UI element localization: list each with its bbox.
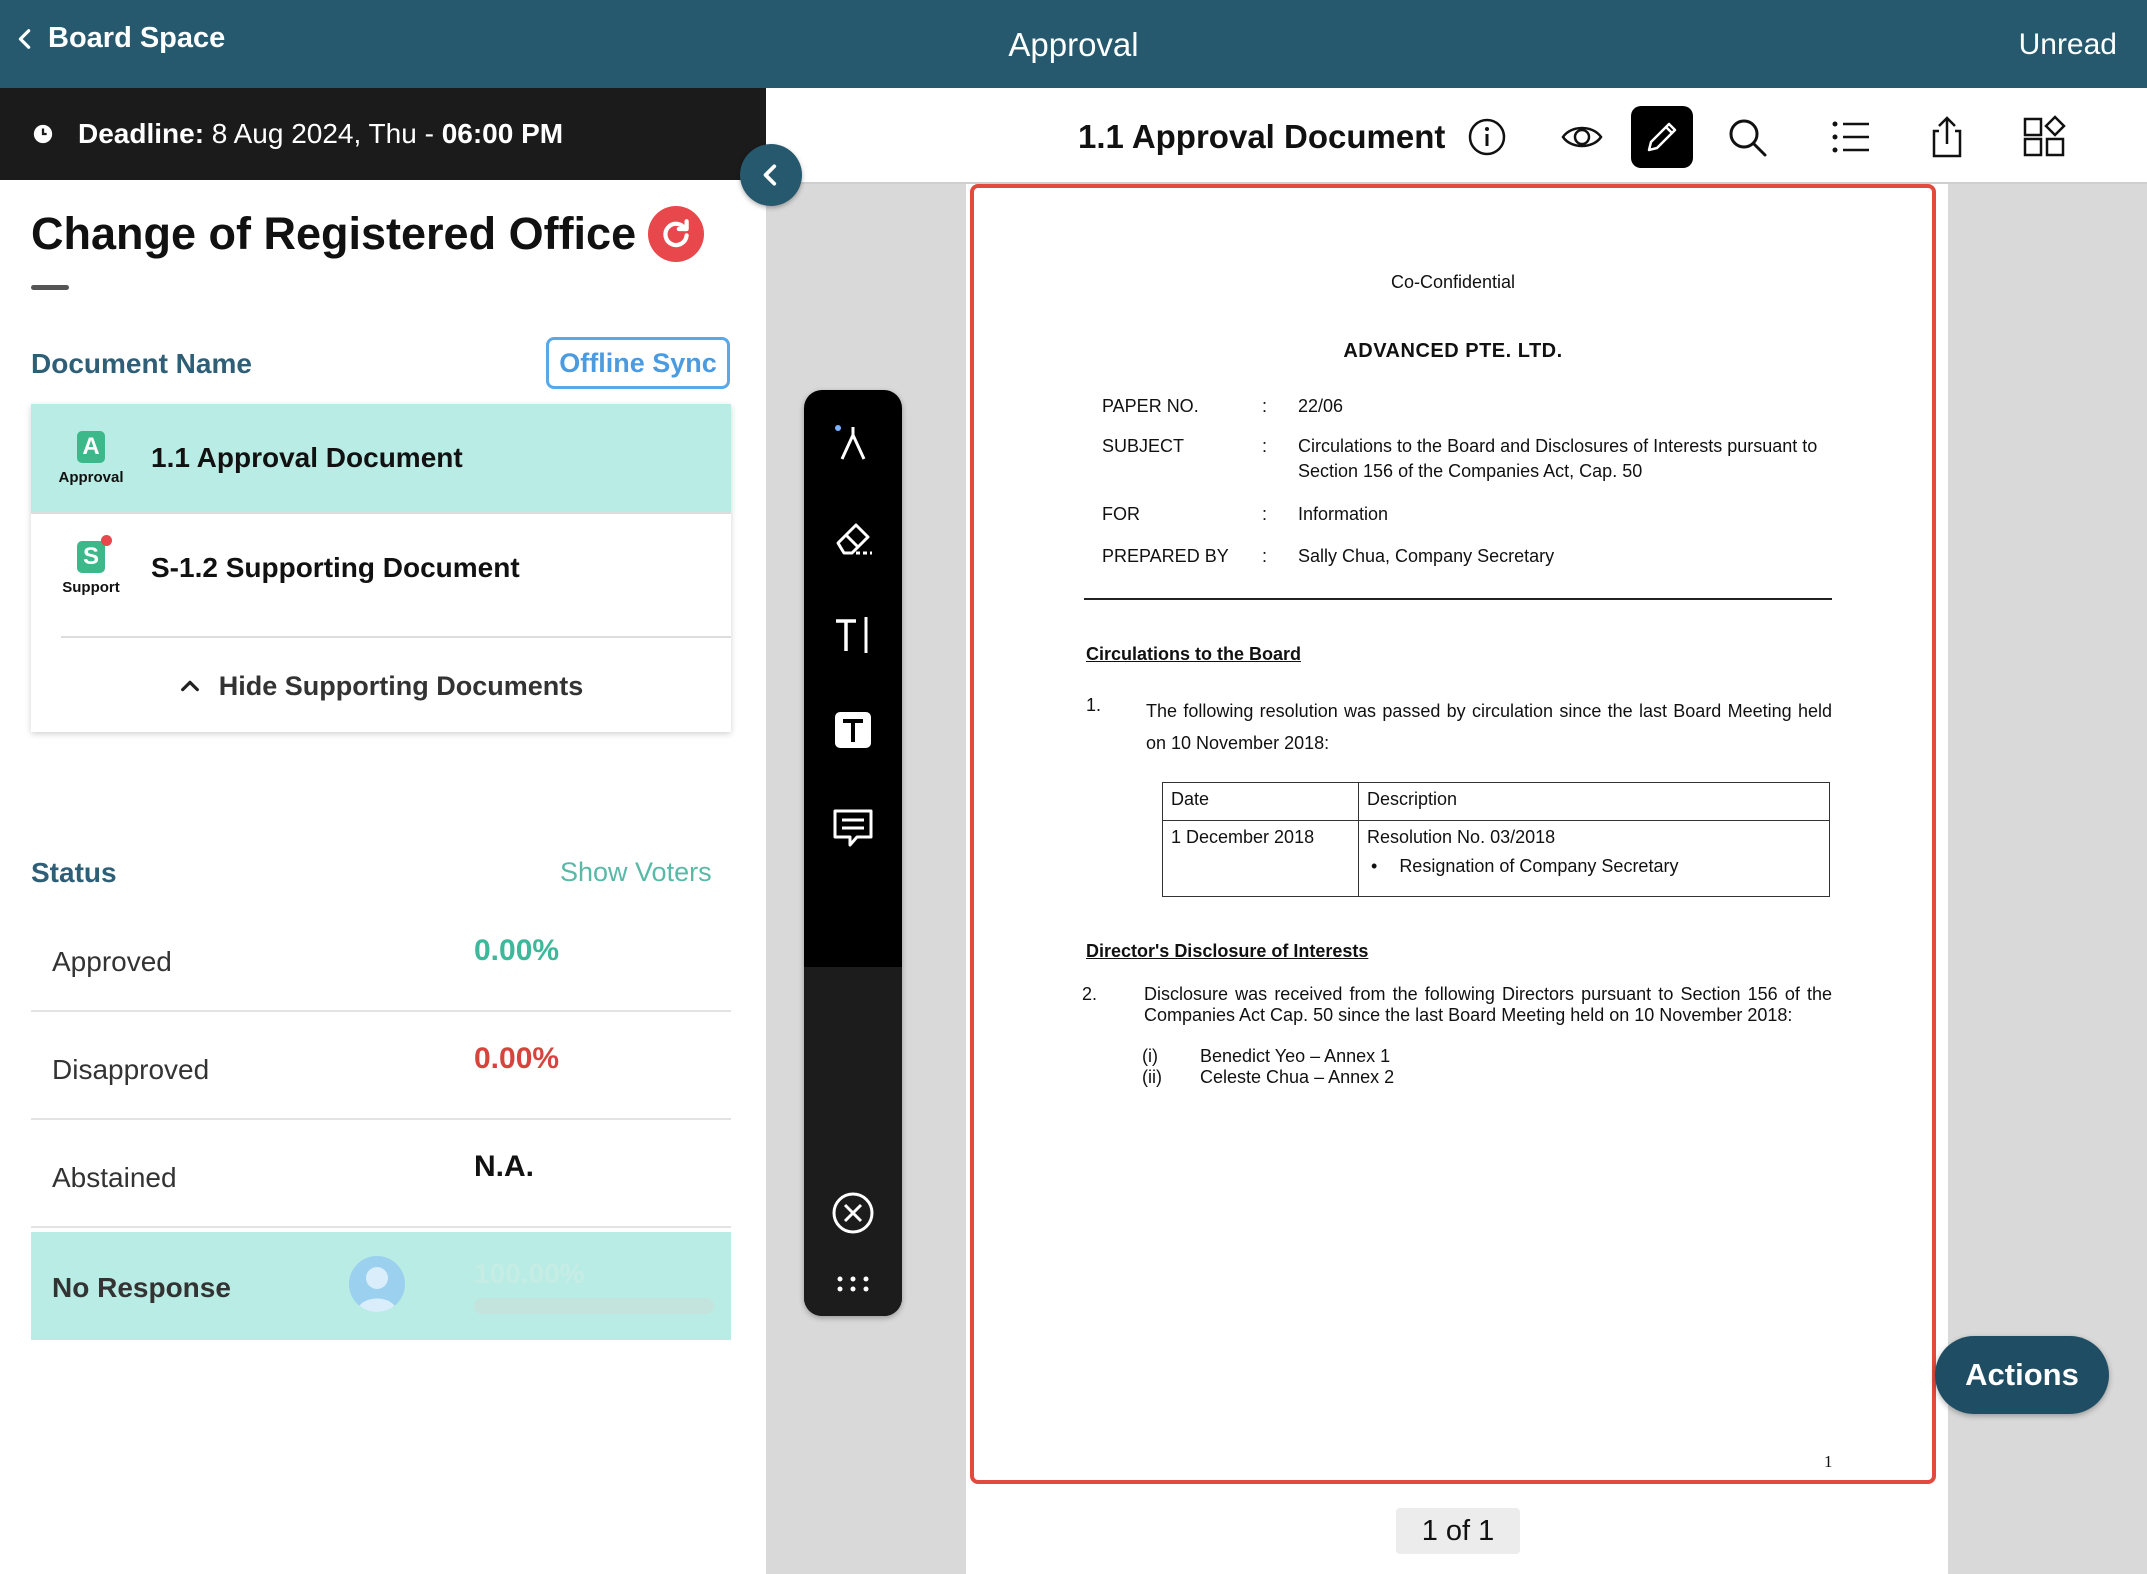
collapse-panel-button[interactable] bbox=[740, 144, 802, 206]
deadline-bar bbox=[0, 88, 766, 180]
eye-icon[interactable] bbox=[1551, 106, 1613, 168]
no-response-progress-bar bbox=[474, 1298, 714, 1314]
meta-colon: : bbox=[1262, 396, 1268, 416]
meta-value: Circulations to the Board and Disclosures of Interests pursuant to Section 156 of the Companies Act, Cap. 50 bbox=[1298, 436, 1818, 481]
support-badge bbox=[77, 541, 105, 573]
viewer-doc-title: 1.1 Approval Document bbox=[1078, 118, 1446, 155]
meta-value: 22/06 bbox=[1298, 396, 1344, 416]
status-disapproved-label: Disapproved bbox=[52, 1054, 210, 1085]
board-title: Change of Registered Office bbox=[31, 208, 637, 259]
status-row-approved bbox=[31, 908, 731, 1012]
annex-text: Celeste Chua – Annex 2 bbox=[1200, 1067, 1395, 1087]
deadline-date: 8 Aug 2024, Thu - bbox=[204, 118, 442, 149]
divider bbox=[31, 1010, 731, 1012]
resolution-table bbox=[1162, 782, 1830, 897]
paragraph-1: The following resolution was passed by circulation since the last Board Meeting held on 10 November 2018: bbox=[1146, 701, 1832, 753]
document-item-approval[interactable] bbox=[31, 404, 731, 512]
share-icon[interactable] bbox=[1916, 106, 1978, 168]
table-header-description: Description bbox=[1359, 783, 1830, 821]
offline-sync-button[interactable]: Offline Sync bbox=[546, 337, 730, 389]
paragraph-2: Disclosure was received from the following Directors pursuant to Section 156 of the Companies Act Cap. 50 since the last Board Meeting held on 10 November 2018: bbox=[1144, 984, 1832, 1025]
support-badge-label: Support bbox=[62, 578, 120, 596]
deadline-time: 06:00 PM bbox=[441, 118, 564, 149]
info-icon[interactable] bbox=[1456, 106, 1518, 168]
list-icon[interactable] bbox=[1820, 106, 1882, 168]
ink-pen-icon[interactable] bbox=[823, 412, 883, 472]
annex-roman: (i) bbox=[1142, 1046, 1158, 1066]
search-icon[interactable] bbox=[1716, 106, 1778, 168]
title-underline bbox=[31, 285, 69, 290]
avatar bbox=[349, 1256, 405, 1312]
document-list bbox=[31, 404, 731, 732]
annex-roman: (ii) bbox=[1142, 1067, 1162, 1087]
more-dots-icon[interactable] bbox=[823, 1254, 883, 1314]
paragraph-number: 1. bbox=[1086, 695, 1102, 715]
text-cursor-icon[interactable] bbox=[823, 604, 883, 664]
paragraph-number: 2. bbox=[1082, 984, 1098, 1004]
status-label: Status bbox=[31, 857, 117, 888]
support-badge-letter: S bbox=[82, 542, 99, 570]
deadline-label: Deadline: bbox=[78, 118, 205, 149]
document-title: 1.1 Approval Document bbox=[151, 442, 463, 473]
status-abstained-label: Abstained bbox=[52, 1162, 177, 1193]
meta-colon: : bbox=[1262, 546, 1268, 566]
meta-colon: : bbox=[1262, 504, 1268, 524]
bullet-text: Resignation of Company Secretary bbox=[1399, 856, 1679, 876]
actions-button[interactable]: Actions bbox=[1935, 1336, 2109, 1414]
document-item-support[interactable] bbox=[31, 514, 731, 622]
approval-badge: A bbox=[77, 431, 105, 463]
back-label: Board Space bbox=[48, 22, 226, 54]
confidential-label: Co-Confidential bbox=[1390, 272, 1516, 292]
divider bbox=[31, 1118, 731, 1120]
unread-dot bbox=[101, 535, 112, 546]
unread-button[interactable]: Unread bbox=[2018, 28, 2117, 61]
horizontal-rule bbox=[1084, 598, 1832, 600]
company-name: ADVANCED PTE. LTD. bbox=[1343, 340, 1563, 362]
status-row-disapproved bbox=[31, 1016, 731, 1120]
left-panel bbox=[0, 88, 766, 1574]
viewer-toolbar bbox=[766, 88, 2147, 184]
meta-value: Sally Chua, Company Secretary bbox=[1298, 546, 1555, 566]
grid-icon[interactable] bbox=[2013, 106, 2075, 168]
meta-key: SUBJECT bbox=[1102, 436, 1185, 456]
comment-icon[interactable] bbox=[823, 798, 883, 858]
meta-colon: : bbox=[1262, 436, 1268, 456]
top-bar bbox=[0, 0, 2147, 88]
status-approved-label: Approved bbox=[52, 946, 172, 977]
text-box-icon[interactable] bbox=[823, 700, 883, 760]
pen-icon[interactable] bbox=[1631, 106, 1693, 168]
bullet-icon: • bbox=[1371, 856, 1378, 876]
hide-supporting-documents-button[interactable] bbox=[31, 640, 731, 732]
status-abstained-value: N.A. bbox=[474, 1150, 534, 1183]
meta-key: PAPER NO. bbox=[1102, 396, 1199, 416]
document-page[interactable] bbox=[970, 184, 1936, 1484]
meta-key: PREPARED BY bbox=[1102, 546, 1229, 566]
status-approved-value: 0.00% bbox=[474, 934, 560, 967]
clock-icon bbox=[32, 123, 54, 145]
divider bbox=[31, 1226, 731, 1228]
no-response-progress-fill bbox=[474, 1298, 714, 1314]
annex-text: Benedict Yeo – Annex 1 bbox=[1200, 1046, 1391, 1066]
refresh-icon[interactable] bbox=[648, 206, 704, 262]
section-heading-circulations: Circulations to the Board bbox=[1086, 644, 1302, 664]
chevron-left-icon bbox=[758, 162, 784, 188]
hide-supporting-label: Hide Supporting Documents bbox=[218, 670, 584, 701]
meta-value: Information bbox=[1298, 504, 1389, 524]
document-viewer bbox=[766, 88, 2147, 1574]
close-circle-icon[interactable] bbox=[823, 1183, 883, 1243]
status-no-response-value: 100.00% bbox=[474, 1258, 585, 1289]
screen-title: Approval bbox=[1008, 26, 1139, 63]
board-title-row bbox=[31, 206, 704, 262]
status-no-response-label: No Response bbox=[52, 1272, 231, 1303]
approval-badge-label: Approval bbox=[58, 468, 124, 486]
divider bbox=[61, 636, 731, 638]
meta-key: FOR bbox=[1102, 504, 1140, 524]
document-name-label: Document Name bbox=[31, 348, 252, 379]
chevron-up-icon bbox=[179, 675, 201, 697]
status-row-no-response[interactable] bbox=[31, 1232, 731, 1340]
table-cell-description bbox=[1359, 821, 1830, 897]
show-voters-link[interactable]: Show Voters bbox=[560, 857, 712, 887]
table-cell-date: 1 December 2018 bbox=[1163, 821, 1359, 897]
support-doc-icon bbox=[31, 541, 151, 596]
resolution-number: Resolution No. 03/2018 bbox=[1367, 827, 1556, 847]
status-row-abstained bbox=[31, 1124, 731, 1228]
bullet-item bbox=[1367, 856, 1821, 877]
approval-doc-icon bbox=[31, 431, 151, 486]
annotation-toolbar bbox=[804, 390, 902, 1316]
status-disapproved-value: 0.00% bbox=[474, 1042, 560, 1075]
table-header-date: Date bbox=[1163, 783, 1359, 821]
page-number: 1 bbox=[1824, 1452, 1833, 1471]
section-heading-disclosure: Director's Disclosure of Interests bbox=[1086, 941, 1369, 961]
eraser-icon[interactable] bbox=[823, 508, 883, 568]
page-indicator: 1 of 1 bbox=[1396, 1508, 1520, 1554]
document-title: S-1.2 Supporting Document bbox=[151, 552, 520, 583]
